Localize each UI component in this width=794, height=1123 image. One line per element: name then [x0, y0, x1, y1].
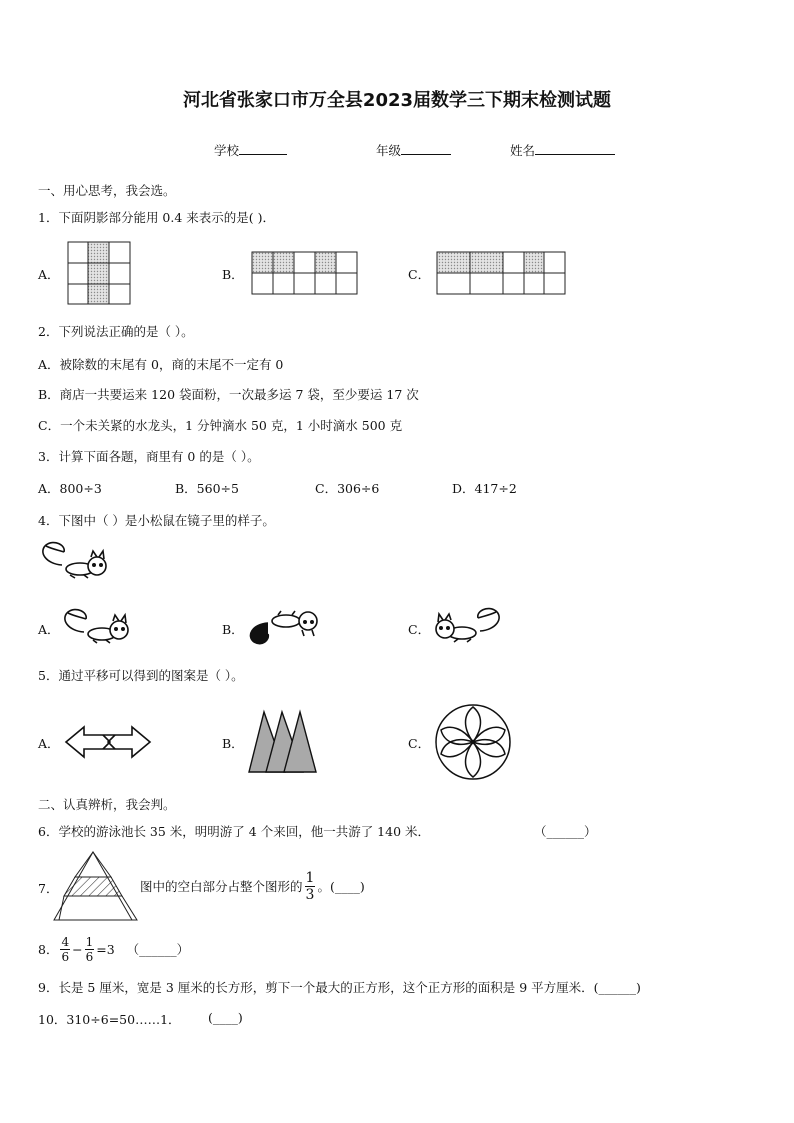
q1-grid-a: [68, 242, 130, 304]
name-label: 姓名: [510, 143, 536, 158]
q9-text: 9．长是 5 厘米，宽是 3 厘米的长方形，剪下一个最大的正方形，这个正方形的面积是 9 平方厘米．(______): [38, 980, 641, 995]
section1-heading: 一、用心思考，我会选。: [38, 183, 176, 198]
q7-fraction-denominator: 3: [305, 886, 315, 903]
q7-text: 图中的空白部分占整个图形的: [140, 879, 303, 894]
q8-answer-blank[interactable]: （______）: [126, 942, 190, 957]
q8-equals: =3: [96, 941, 115, 957]
q1-option-b-label[interactable]: B．: [222, 267, 244, 282]
q2-option-a[interactable]: A．被除数的末尾有 0，商的末尾不一定有 0: [38, 357, 284, 372]
q5-flower-circle: [436, 705, 510, 779]
q3-option-a[interactable]: A．800÷3: [38, 481, 102, 496]
q2-text: 2．下列说法正确的是（ ）。: [38, 324, 194, 339]
q6-answer-blank[interactable]: （______）: [534, 824, 597, 839]
q7-triangle: [54, 852, 137, 920]
q1-grid-c: [437, 252, 565, 294]
q8-fraction-2: [85, 936, 95, 963]
q8-fraction-2-denominator: 6: [85, 949, 94, 964]
q8-number: 8．: [38, 942, 59, 957]
q1-option-a-label[interactable]: A．: [38, 267, 60, 282]
q8-statement: [38, 932, 189, 966]
q3-option-b[interactable]: B．560÷5: [175, 481, 239, 496]
q4-option-c-label[interactable]: C．: [408, 622, 431, 637]
q1-text: 1．下面阴影部分能用 0.4 来表示的是( )．: [38, 210, 276, 225]
q10-text: 10．310÷6=50……1．: [38, 1012, 181, 1027]
q3-text: 3．计算下面各题，商里有 0 的是（ ）。: [38, 449, 260, 464]
q5-text: 5．通过平移可以得到的图案是（ ）。: [38, 668, 244, 683]
q5-double-arrow: [66, 727, 150, 757]
q8-minus: −: [72, 941, 83, 957]
q7-fraction-numerator: 1: [305, 869, 315, 886]
q8-fraction-2-numerator: 1: [85, 934, 94, 949]
page-title: 河北省张家口市万全县2023届数学三下期末检测试题: [182, 90, 612, 111]
q6-text: 6．学校的游泳池长 35 米，明明游了 4 个来回，他一共游了 140 米．: [38, 824, 431, 839]
q7-statement: [140, 868, 365, 904]
school-label: 学校: [214, 143, 240, 158]
q7-number: 7．: [38, 881, 59, 896]
q7-fraction: [305, 871, 316, 902]
q4-option-a-label[interactable]: A．: [38, 622, 60, 637]
q8-fraction-1: [60, 936, 70, 963]
q10-answer-blank[interactable]: (____): [208, 1010, 243, 1025]
q7-answer-blank[interactable]: 。(____): [317, 879, 365, 894]
q1-grid-b: [252, 252, 357, 294]
q5-option-a-label[interactable]: A．: [38, 736, 60, 751]
q3-option-c[interactable]: C．306÷6: [315, 481, 380, 496]
q2-option-c[interactable]: C．一个未关紧的水龙头，1 分钟滴水 50 克，1 小时滴水 500 克: [38, 418, 403, 433]
q3-option-d[interactable]: D．417÷2: [452, 481, 517, 496]
q4-squirrel-a: [65, 610, 128, 643]
q8-fraction-1-denominator: 6: [61, 949, 70, 964]
q4-squirrel-original: [43, 543, 106, 578]
q4-text: 4．下图中（ ）是小松鼠在镜子里的样子。: [38, 513, 275, 528]
q4-option-b-label[interactable]: B．: [222, 622, 244, 637]
q4-squirrel-c: [436, 609, 499, 642]
q5-triangles: [249, 712, 316, 772]
q2-option-b[interactable]: B．商店一共要运来 120 袋面粉，一次最多运 7 袋，至少要运 17 次: [38, 387, 419, 402]
grade-label: 年级: [376, 143, 402, 158]
q5-option-b-label[interactable]: B．: [222, 736, 244, 751]
q5-option-c-label[interactable]: C．: [408, 736, 431, 751]
section2-heading: 二、认真辨析，我会判。: [38, 797, 176, 812]
q8-fraction-1-numerator: 4: [61, 934, 70, 949]
q4-squirrel-b: [250, 611, 317, 644]
q1-option-c-label[interactable]: C．: [408, 267, 431, 282]
